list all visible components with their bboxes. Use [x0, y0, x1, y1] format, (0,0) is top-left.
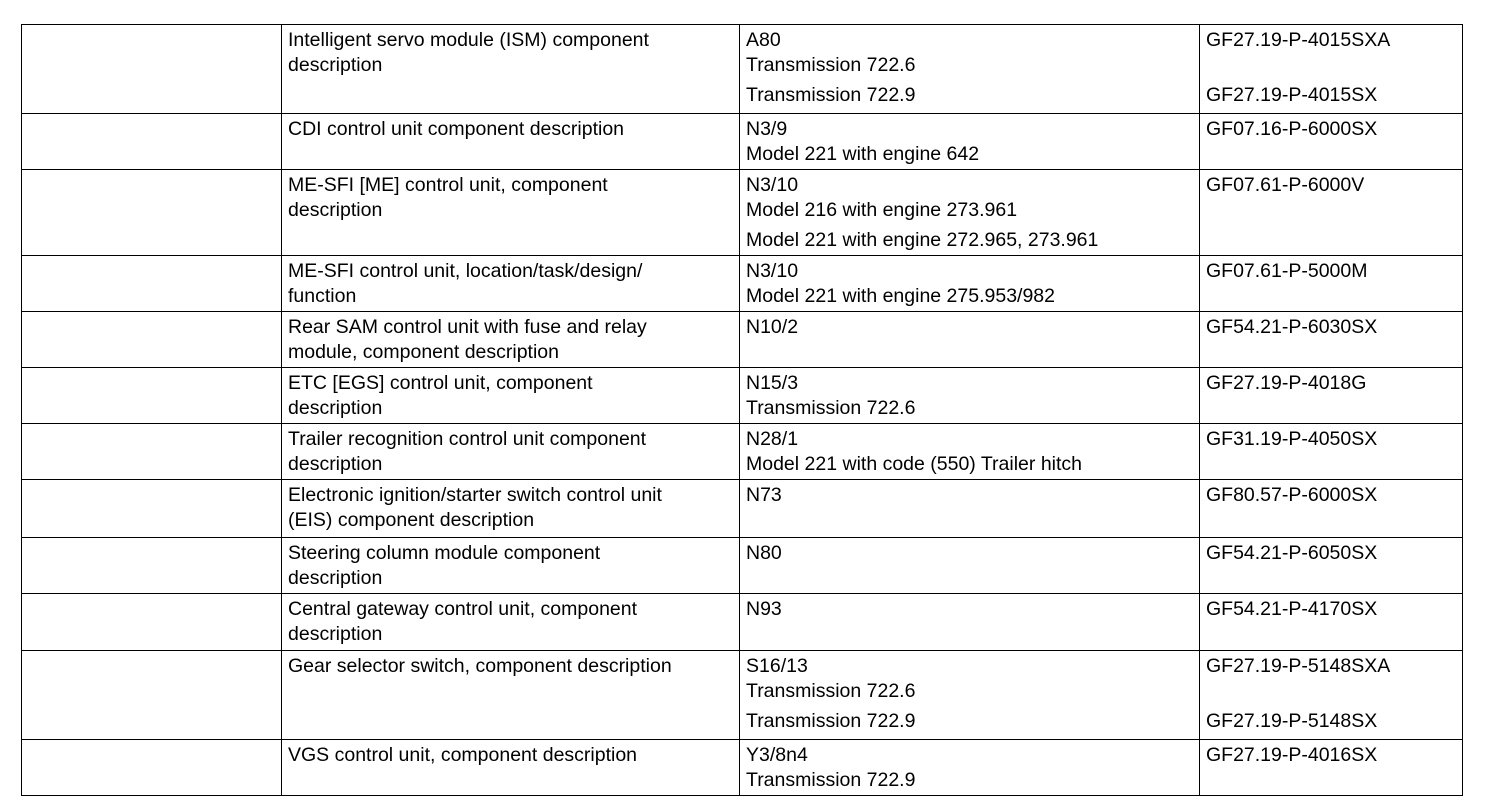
component-cell: [740, 256, 1200, 312]
description-cell: [282, 651, 740, 740]
document-cell: [1200, 538, 1463, 594]
document-line: GF31.19-P-4050SX: [1206, 428, 1378, 450]
table-row: [22, 312, 1463, 368]
document-line: GF27.19-P-4016SX: [1206, 744, 1378, 766]
description-line: (EIS) component description: [288, 509, 535, 531]
component-cell: [740, 651, 1200, 740]
document-cell: [1200, 114, 1463, 170]
component-cell: [740, 594, 1200, 651]
description-line: description: [288, 623, 383, 645]
description-line: Trailer recognition control unit component: [288, 428, 647, 450]
document-line: GF07.16-P-6000SX: [1206, 118, 1378, 140]
document-cell: [1200, 256, 1463, 312]
component-line: N3/9: [746, 118, 788, 140]
table-row: [22, 424, 1463, 480]
document-line: GF80.57-P-6000SX: [1206, 484, 1378, 506]
component-line: Transmission 722.6: [746, 54, 916, 76]
row-blank-cell: [22, 740, 282, 796]
document-line: GF27.19-P-4018G: [1206, 372, 1367, 394]
component-table: [21, 24, 1463, 796]
component-line: S16/13: [746, 655, 808, 677]
component-line: N73: [746, 484, 782, 506]
document-line: [1206, 53, 1456, 78]
row-blank-cell: [22, 170, 282, 256]
component-line: N28/1: [746, 428, 799, 450]
description-cell: [282, 114, 740, 170]
row-blank-cell: [22, 114, 282, 170]
component-line: Transmission 722.6: [746, 680, 916, 702]
component-line: Model 221 with engine 275.953/982: [746, 285, 1055, 307]
description-line: ME-SFI [ME] control unit, component: [288, 174, 608, 196]
document-line: GF27.19-P-4015SX: [1206, 84, 1378, 106]
table-row: [22, 740, 1463, 796]
description-cell: [282, 170, 740, 256]
table-row: [22, 368, 1463, 424]
description-cell: [282, 480, 740, 538]
document-line: GF27.19-P-5148SXA: [1206, 655, 1391, 677]
component-cell: [740, 312, 1200, 368]
component-cell: [740, 170, 1200, 256]
component-line: Model 221 with engine 642: [746, 143, 980, 165]
document-line: GF27.19-P-5148SX: [1206, 710, 1378, 732]
component-line: N3/10: [746, 174, 799, 196]
component-line: N15/3: [746, 372, 799, 394]
component-cell: [740, 538, 1200, 594]
description-line: VGS control unit, component description: [288, 744, 638, 766]
description-cell: [282, 312, 740, 368]
description-cell: [282, 740, 740, 796]
description-line: CDI control unit component description: [288, 118, 625, 140]
document-cell: [1200, 594, 1463, 651]
component-line: N80: [746, 542, 782, 564]
row-blank-cell: [22, 312, 282, 368]
description-cell: [282, 594, 740, 651]
row-blank-cell: [22, 25, 282, 114]
row-blank-cell: [22, 256, 282, 312]
description-line: description: [288, 397, 383, 419]
description-cell: [282, 368, 740, 424]
document-line: GF54.21-P-6030SX: [1206, 316, 1378, 338]
table-row: [22, 114, 1463, 170]
description-line: description: [288, 567, 383, 589]
document-cell: [1200, 651, 1463, 740]
document-line: GF07.61-P-6000V: [1206, 174, 1365, 196]
document-cell: [1200, 424, 1463, 480]
component-cell: [740, 424, 1200, 480]
description-line: function: [288, 285, 357, 307]
component-line: N10/2: [746, 316, 799, 338]
row-blank-cell: [22, 480, 282, 538]
table-row: [22, 170, 1463, 256]
table-body: [22, 25, 1463, 796]
document-line: GF54.21-P-6050SX: [1206, 542, 1378, 564]
row-blank-cell: [22, 368, 282, 424]
component-cell: [740, 114, 1200, 170]
description-line: Electronic ignition/starter switch control unit: [288, 484, 662, 506]
document-cell: [1200, 170, 1463, 256]
document-line: [1206, 679, 1456, 704]
description-line: ETC [EGS] control unit, component: [288, 372, 593, 394]
document-cell: [1200, 368, 1463, 424]
table-row: [22, 594, 1463, 651]
component-cell: [740, 740, 1200, 796]
document-cell: [1200, 312, 1463, 368]
document-cell: [1200, 740, 1463, 796]
description-line: module, component description: [288, 341, 559, 363]
description-cell: [282, 424, 740, 480]
component-cell: [740, 480, 1200, 538]
component-line: A80: [746, 29, 781, 51]
description-line: Intelligent servo module (ISM) component: [288, 29, 649, 51]
component-line: N93: [746, 598, 782, 620]
description-line: Steering column module component: [288, 542, 601, 564]
document-line: GF54.21-P-4170SX: [1206, 598, 1378, 620]
component-line: Model 216 with engine 273.961: [746, 199, 1018, 221]
table-row: [22, 256, 1463, 312]
description-line: Gear selector switch, component description: [288, 655, 672, 677]
description-line: Central gateway control unit, component: [288, 598, 638, 620]
document-line: GF07.61-P-5000M: [1206, 260, 1368, 282]
component-cell: [740, 25, 1200, 114]
description-line: description: [288, 54, 383, 76]
table-row: [22, 538, 1463, 594]
description-cell: [282, 538, 740, 594]
description-line: description: [288, 453, 383, 475]
description-cell: [282, 256, 740, 312]
component-line: Transmission 722.9: [746, 84, 916, 106]
component-line: Model 221 with engine 272.965, 273.961: [746, 229, 1099, 251]
component-line: Transmission 722.9: [746, 769, 916, 791]
document-line: GF27.19-P-4015SXA: [1206, 29, 1391, 51]
document-cell: [1200, 480, 1463, 538]
row-blank-cell: [22, 594, 282, 651]
row-blank-cell: [22, 538, 282, 594]
component-line: Transmission 722.6: [746, 397, 916, 419]
component-line: N3/10: [746, 260, 799, 282]
table-row: [22, 651, 1463, 740]
table-row: [22, 480, 1463, 538]
description-line: description: [288, 199, 383, 221]
description-line: ME-SFI control unit, location/task/design/: [288, 260, 643, 282]
description-cell: [282, 25, 740, 114]
table-row: [22, 25, 1463, 114]
component-line: Transmission 722.9: [746, 710, 916, 732]
row-blank-cell: [22, 651, 282, 740]
component-cell: [740, 368, 1200, 424]
component-line: Model 221 with code (550) Trailer hitch: [746, 453, 1083, 475]
component-line: Y3/8n4: [746, 744, 808, 766]
description-line: Rear SAM control unit with fuse and relay: [288, 316, 647, 338]
row-blank-cell: [22, 424, 282, 480]
document-cell: [1200, 25, 1463, 114]
